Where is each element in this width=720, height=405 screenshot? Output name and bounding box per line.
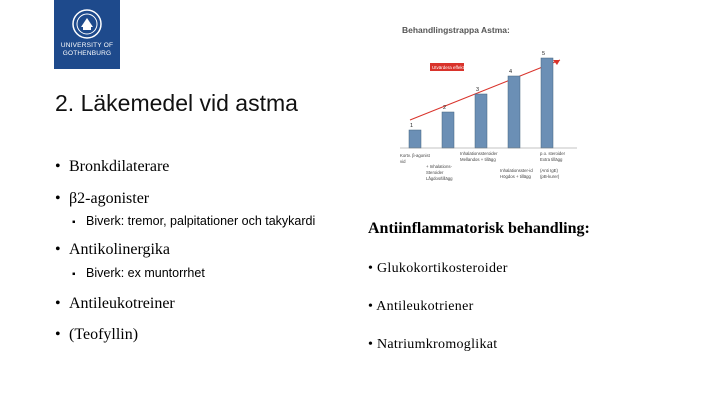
chart-bar-5 — [541, 58, 553, 148]
item-glukokortikosteroider: • Glukokortikosteroider — [368, 261, 508, 276]
chart-bar-4 — [508, 76, 520, 148]
chart-caption: vid — [400, 159, 406, 164]
chart-step-label-1: 1 — [410, 123, 414, 129]
chart-step-label-5: 5 — [542, 51, 546, 57]
bullet-teofyllin: • (Teofyllin) — [55, 326, 139, 343]
slide-title: 2. Läkemedel vid astma — [55, 90, 298, 116]
chart-step-label-2: 2 — [443, 105, 447, 111]
chart-caption: p.o. steroider — [540, 151, 566, 156]
bullet-b2-agonister: • β2-agonister — [55, 190, 150, 207]
chart-step-label-3: 3 — [476, 87, 480, 93]
chart-caption: Inhalationssteroider — [460, 151, 498, 156]
chart-caption: Extra tillägg — [540, 157, 563, 162]
chart-caption: (pB-kurer) — [540, 174, 560, 179]
anti-inflammatory-heading: Antiinflammatorisk behandling: — [368, 220, 590, 237]
chart-title: Behandlingstrappa Astma: — [402, 25, 510, 35]
university-seal-icon — [71, 8, 103, 40]
university-logo — [54, 0, 120, 69]
chart-caption: Inhalationsster-id — [500, 168, 533, 173]
bullet-bronkdilaterare: • Bronkdilaterare — [55, 158, 170, 175]
chart-caption: Mellandos + tillägg — [460, 157, 496, 162]
logo-line-2: GOTHENBURG — [62, 50, 112, 57]
chart-caption: (Anti IgE) — [540, 168, 558, 173]
chart-bar-2 — [442, 112, 454, 148]
chart-caption: Steroider — [426, 170, 444, 175]
chart-caption: Högdos + tillägg — [500, 174, 531, 179]
chart-step-label-4: 4 — [509, 69, 513, 75]
item-antileukotriener: • Antileukotriener — [368, 299, 474, 314]
logo-line-1: UNIVERSITY OF — [60, 42, 114, 49]
treatment-step-chart — [392, 18, 592, 193]
chart-caption: + Inhalations- — [426, 164, 452, 169]
bullet-antikolinergika: • Antikolinergika — [55, 241, 171, 258]
sub-bullet-antikolinergika-biverk: ▪ Biverk: ex muntorrhet — [72, 266, 205, 280]
chart-bar-1 — [409, 130, 421, 148]
sub-bullet-b2-biverk: ▪ Biverk: tremor, palpitationer och takykardi — [72, 214, 316, 228]
chart-caption: Lågdos/tillägg — [426, 176, 453, 181]
item-natriumkromoglikat: • Natriumkromoglikat — [368, 337, 498, 352]
chart-bar-3 — [475, 94, 487, 148]
chart-caption: Kortv. β-agonist — [400, 153, 430, 158]
bullet-antileukotreiner: • Antileukotreiner — [55, 295, 175, 312]
trend-label: Utvärdera effekt — [432, 65, 464, 70]
